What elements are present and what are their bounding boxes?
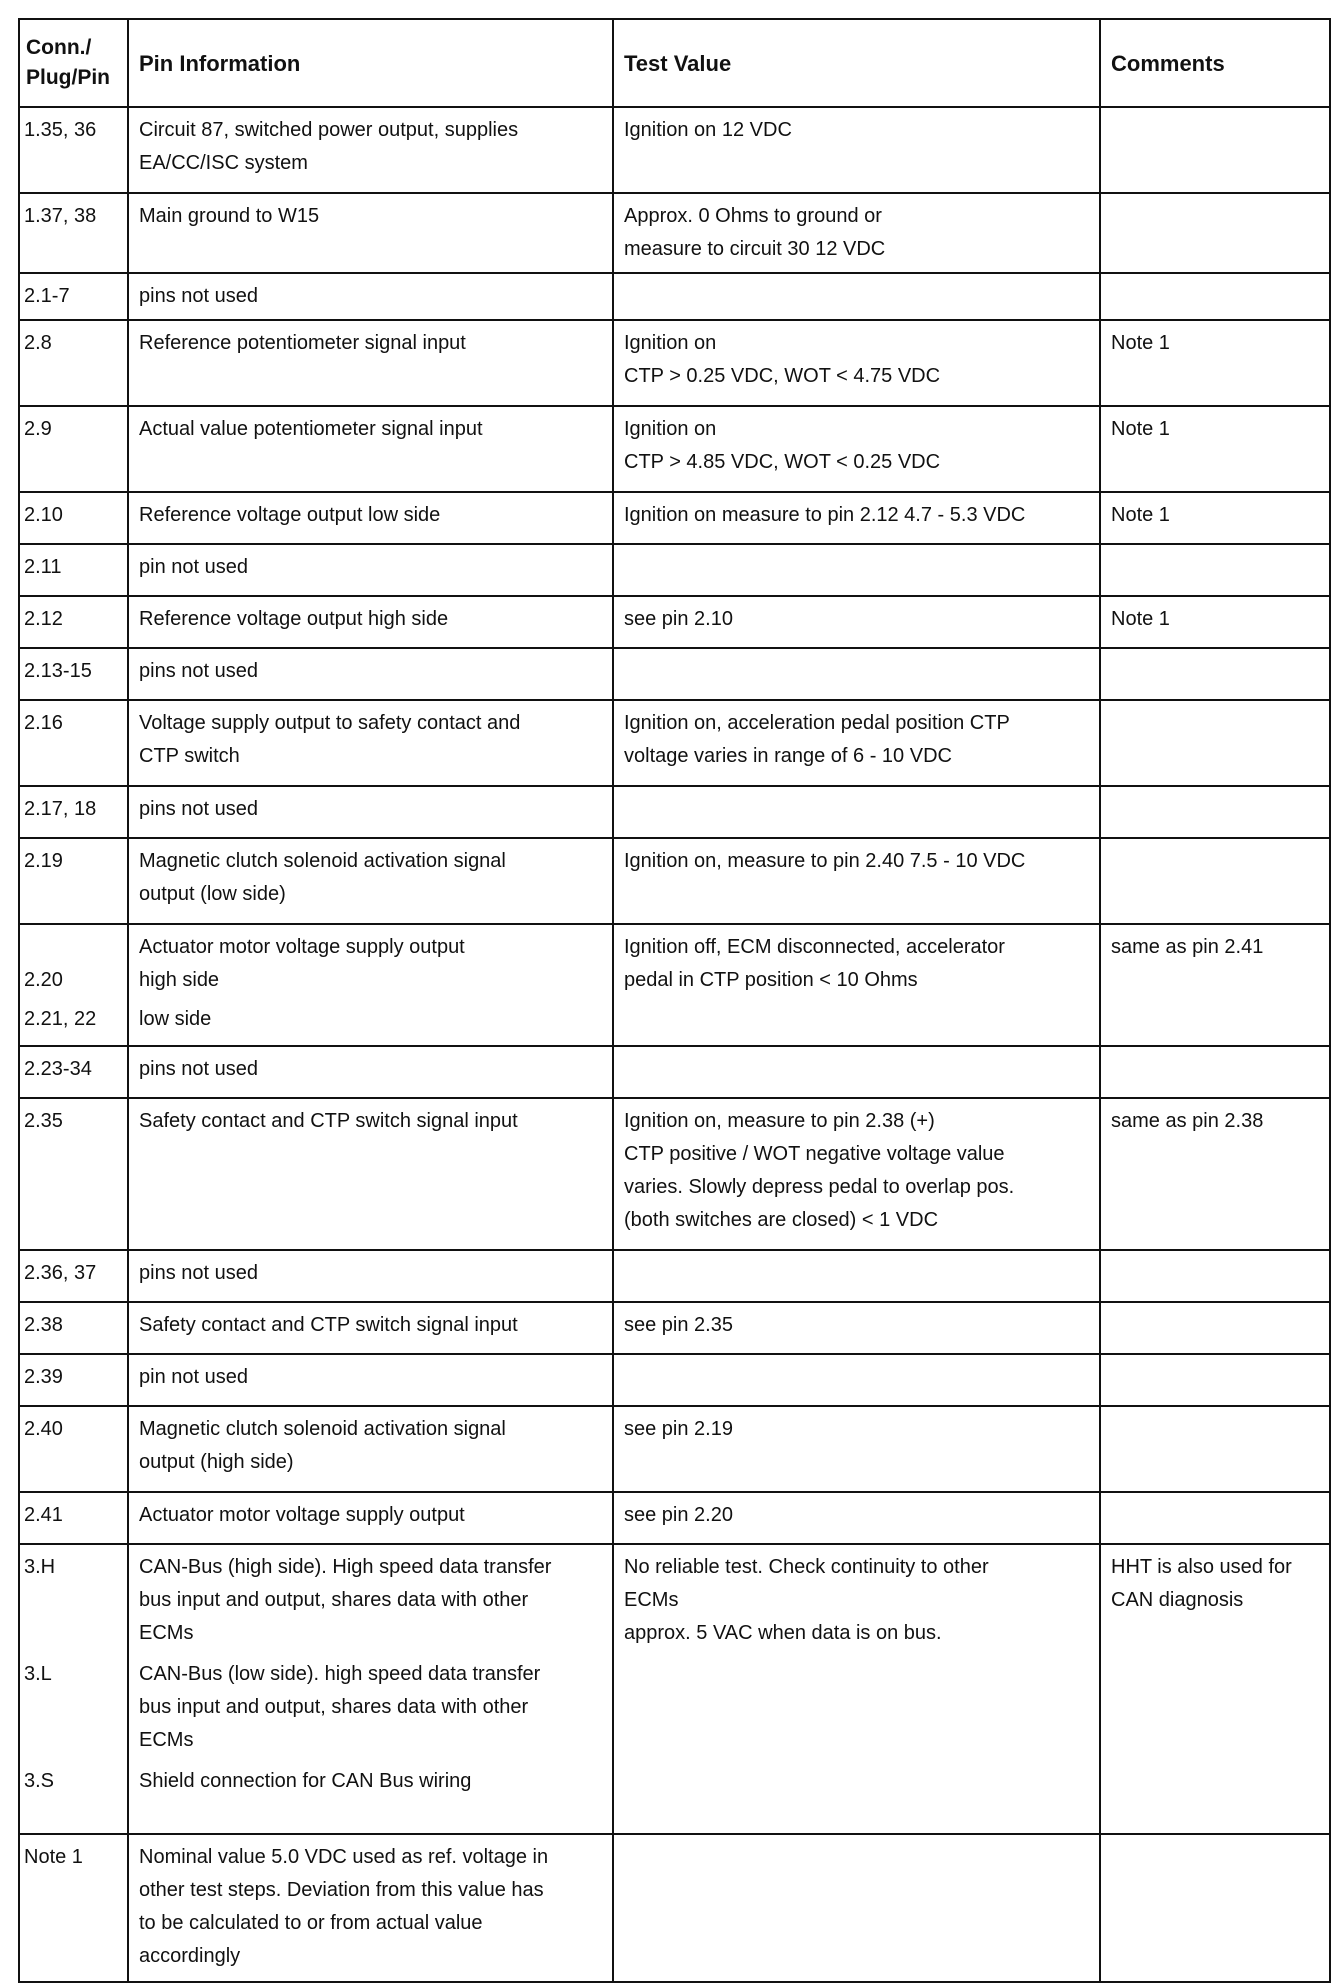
table-row <box>19 1302 1330 1354</box>
test-value-cell <box>613 107 1100 193</box>
pin-cell <box>19 924 128 1046</box>
spacer <box>24 931 119 964</box>
test-value-cell <box>613 1250 1100 1302</box>
pin-information-line: EA/CC/ISC system <box>139 152 308 174</box>
test-value-line: Ignition off, ECM disconnected, accelerator <box>624 936 1005 958</box>
table-row <box>19 1046 1330 1098</box>
header-pin-information: Pin Information <box>128 19 613 107</box>
pin-cell: 1.35, 36 <box>19 107 128 193</box>
test-value-line: Ignition on, acceleration pedal position CTP <box>624 712 1010 734</box>
pin-cell: 2.38 <box>19 1302 128 1354</box>
table-row <box>19 320 1330 406</box>
pin-information-cell <box>128 1250 613 1302</box>
pin-cell: 2.11 <box>19 544 128 596</box>
table-row-note <box>19 1834 1330 1982</box>
test-value-cell <box>613 1354 1100 1406</box>
pin-information-line: Safety contact and CTP switch signal input <box>139 1110 518 1132</box>
pin-information-cell <box>128 320 613 406</box>
comments-cell: Note 1 <box>1100 406 1330 492</box>
pin-information-line: pins not used <box>139 1058 258 1080</box>
table-row <box>19 1406 1330 1492</box>
pin-information-cell <box>128 406 613 492</box>
test-value-cell <box>613 320 1100 406</box>
pin-information-cell <box>128 924 613 1046</box>
test-value-line: (both switches are closed) < 1 VDC <box>624 1209 939 1231</box>
pin-information-cell <box>128 544 613 596</box>
comments-cell <box>1100 700 1330 786</box>
table-row <box>19 648 1330 700</box>
pin-cell: 2.12 <box>19 596 128 648</box>
pin-information-line: CTP switch <box>139 745 240 767</box>
test-value-cell <box>613 492 1100 544</box>
test-value-cell <box>613 1046 1100 1098</box>
pin-information-line: Actuator motor voltage supply output <box>139 1504 465 1526</box>
test-value-line: CTP > 0.25 VDC, WOT < 4.75 VDC <box>624 365 941 387</box>
pin-information-cell <box>128 1544 613 1834</box>
test-value-line: see pin 2.35 <box>624 1314 733 1336</box>
pin-information-cell <box>128 1406 613 1492</box>
comments-cell <box>1100 1492 1330 1544</box>
pin-information-line: Reference potentiometer signal input <box>139 332 466 354</box>
table-row <box>19 596 1330 648</box>
pin-information-line: output (high side) <box>139 1451 294 1473</box>
test-value-cell <box>613 193 1100 273</box>
pin-information-line: pins not used <box>139 285 258 307</box>
pin-cell: 2.36, 37 <box>19 1250 128 1302</box>
test-value-cell <box>613 924 1100 1046</box>
pin-information-line: pins not used <box>139 660 258 682</box>
pin-information-cell <box>128 700 613 786</box>
pin-cell: 2.35 <box>19 1098 128 1250</box>
spacer <box>24 1617 119 1650</box>
test-value-line: No reliable test. Check continuity to other <box>624 1556 989 1578</box>
test-value-cell <box>613 838 1100 924</box>
test-value-line: ECMs <box>624 1589 679 1611</box>
pin-cell: 2.39 <box>19 1354 128 1406</box>
can-high-info-line: bus input and output, shares data with other <box>139 1589 529 1611</box>
can-low-info <box>139 1658 604 1757</box>
pin-3-s: 3.S <box>24 1770 55 1792</box>
table-row <box>19 544 1330 596</box>
header-row <box>19 19 1330 107</box>
pin-cell: 2.10 <box>19 492 128 544</box>
test-value-cell <box>613 1406 1100 1492</box>
pin-information-cell <box>128 1492 613 1544</box>
table-row <box>19 107 1330 193</box>
pin-cell: 2.19 <box>19 838 128 924</box>
spacer <box>24 1584 119 1617</box>
comments-cell <box>1100 1250 1330 1302</box>
pin-cell: 2.8 <box>19 320 128 406</box>
comments-cell: same as pin 2.41 <box>1100 924 1330 1046</box>
can-shield-info-line: Shield connection for CAN Bus wiring <box>139 1770 472 1792</box>
pin-information-cell <box>128 648 613 700</box>
spacer <box>24 1691 119 1724</box>
pin-information-cell <box>128 838 613 924</box>
comments-cell <box>1100 648 1330 700</box>
actuator-low-side: low side <box>139 1008 212 1030</box>
pin-information-cell <box>128 1046 613 1098</box>
pin-information-line: Circuit 87, switched power output, supplies <box>139 119 519 141</box>
pin-information-cell <box>128 1302 613 1354</box>
comments-cell <box>1100 838 1330 924</box>
comments-cell: Note 1 <box>1100 492 1330 544</box>
comments-cell <box>1100 786 1330 838</box>
pin-information-line: pin not used <box>139 556 248 578</box>
actuator-title: Actuator motor voltage supply output <box>139 936 465 958</box>
header-pin <box>19 19 128 107</box>
pin-cell <box>19 1544 128 1834</box>
test-value-line: Ignition on <box>624 418 717 440</box>
can-high-info-line: ECMs <box>139 1622 194 1644</box>
comments-cell <box>1100 1046 1330 1098</box>
pin-information-cell <box>128 193 613 273</box>
test-value-line: varies. Slowly depress pedal to overlap pos. <box>624 1176 1015 1198</box>
can-high-info <box>139 1551 604 1650</box>
comments-cell: same as pin 2.38 <box>1100 1098 1330 1250</box>
test-value-cell <box>613 1544 1100 1834</box>
test-value-line: see pin 2.10 <box>624 608 733 630</box>
test-value-line: Approx. 0 Ohms to ground or <box>624 205 882 227</box>
pin-information-line: Actual value potentiometer signal input <box>139 418 483 440</box>
test-value-line: voltage varies in range of 6 - 10 VDC <box>624 745 952 767</box>
actuator-high-side: high side <box>139 969 220 991</box>
comments-cell <box>1100 1406 1330 1492</box>
can-shield-info <box>139 1765 604 1798</box>
pin-cell: 2.13-15 <box>19 648 128 700</box>
note-label-cell: Note 1 <box>19 1834 128 1982</box>
pin-information-cell <box>128 1354 613 1406</box>
pin-3-l: 3.L <box>24 1663 52 1685</box>
note-text-line: accordingly <box>139 1945 241 1967</box>
pin-cell: 2.1-7 <box>19 273 128 320</box>
table-row <box>19 1492 1330 1544</box>
table-row <box>19 1250 1330 1302</box>
test-value-line: measure to circuit 30 12 VDC <box>624 238 886 260</box>
pin-information-cell <box>128 107 613 193</box>
comments-cell: Note 1 <box>1100 596 1330 648</box>
test-value-line: Ignition on <box>624 332 717 354</box>
note-text-line: other test steps. Deviation from this value has <box>139 1879 544 1901</box>
comments-cell <box>1100 1354 1330 1406</box>
comments-cell <box>1100 107 1330 193</box>
pin-2-21-22: 2.21, 22 <box>24 1008 97 1030</box>
pin-cell: 2.9 <box>19 406 128 492</box>
table-row <box>19 193 1330 273</box>
table-row <box>19 838 1330 924</box>
test-value-line: Ignition on, measure to pin 2.38 (+) <box>624 1110 935 1132</box>
can-low-info-line: bus input and output, shares data with other <box>139 1696 529 1718</box>
test-value-cell <box>613 1098 1100 1250</box>
test-value-cell <box>613 273 1100 320</box>
comments-cell <box>1100 1544 1330 1834</box>
pin-information-line: Reference voltage output high side <box>139 608 449 630</box>
test-value-line: CTP > 4.85 VDC, WOT < 0.25 VDC <box>624 451 941 473</box>
comments-cell <box>1100 1834 1330 1982</box>
test-value-cell <box>613 648 1100 700</box>
can-low-info-line: ECMs <box>139 1729 194 1751</box>
header-pin-line1: Conn./ <box>26 36 92 59</box>
test-value-line: see pin 2.20 <box>624 1504 733 1526</box>
pin-3-h: 3.H <box>24 1556 56 1578</box>
test-value-line: see pin 2.19 <box>624 1418 733 1440</box>
pin-information-line: Voltage supply output to safety contact and <box>139 712 521 734</box>
pin-cell: 2.17, 18 <box>19 786 128 838</box>
test-value-line: Ignition on measure to pin 2.12 4.7 - 5.3 VDC <box>624 504 1026 526</box>
pin-cell: 2.41 <box>19 1492 128 1544</box>
table-row <box>19 1098 1330 1250</box>
note-text-line: Nominal value 5.0 VDC used as ref. voltage in <box>139 1846 549 1868</box>
test-value-cell <box>613 596 1100 648</box>
table-row <box>19 492 1330 544</box>
table-row <box>19 786 1330 838</box>
comment-line: HHT is also used for <box>1111 1556 1292 1578</box>
comments-cell <box>1100 193 1330 273</box>
note-text-cell <box>128 1834 613 1982</box>
pin-information-cell <box>128 1098 613 1250</box>
header-test-value: Test Value <box>613 19 1100 107</box>
test-value-cell <box>613 544 1100 596</box>
header-pin-line2: Plug/Pin <box>26 66 110 89</box>
table-row <box>19 273 1330 320</box>
pin-information-line: Reference voltage output low side <box>139 504 441 526</box>
comments-cell <box>1100 544 1330 596</box>
comments-cell: Note 1 <box>1100 320 1330 406</box>
test-value-cell <box>613 406 1100 492</box>
pin-cell: 2.40 <box>19 1406 128 1492</box>
table-row <box>19 700 1330 786</box>
pin-cell: 2.16 <box>19 700 128 786</box>
can-high-info-line: CAN-Bus (high side). High speed data transfer <box>139 1556 552 1578</box>
pin-information-line: pin not used <box>139 1366 248 1388</box>
comment-line: CAN diagnosis <box>1111 1589 1244 1611</box>
pin-information-cell <box>128 273 613 320</box>
pin-information-cell <box>128 492 613 544</box>
pin-information-line: Main ground to W15 <box>139 205 320 227</box>
table-row-actuator <box>19 924 1330 1046</box>
header-comments: Comments <box>1100 19 1330 107</box>
test-value-cell <box>613 1492 1100 1544</box>
test-value-line: CTP positive / WOT negative voltage value <box>624 1143 1005 1165</box>
test-value-line: Ignition on 12 VDC <box>624 119 792 141</box>
pin-information-line: pins not used <box>139 798 258 820</box>
table-row <box>19 406 1330 492</box>
pin-information-line: Safety contact and CTP switch signal input <box>139 1314 518 1336</box>
can-low-info-line: CAN-Bus (low side). high speed data transfer <box>139 1663 541 1685</box>
comments-cell <box>1100 1302 1330 1354</box>
pin-information-cell <box>128 596 613 648</box>
pin-cell: 2.23-34 <box>19 1046 128 1098</box>
test-value-cell <box>613 1302 1100 1354</box>
pin-information-line: output (low side) <box>139 883 286 905</box>
test-value-cell <box>613 1834 1100 1982</box>
pin-information-cell <box>128 786 613 838</box>
table-row-can <box>19 1544 1330 1834</box>
test-value-line: Ignition on, measure to pin 2.40 7.5 - 10 VDC <box>624 850 1026 872</box>
pin-2-20: 2.20 <box>24 969 63 991</box>
spacer <box>24 1724 119 1757</box>
pin-cell: 1.37, 38 <box>19 193 128 273</box>
pin-information-line: Magnetic clutch solenoid activation signal <box>139 850 506 872</box>
table-row <box>19 1354 1330 1406</box>
test-value-line: pedal in CTP position < 10 Ohms <box>624 969 918 991</box>
pin-information-line: pins not used <box>139 1262 258 1284</box>
pin-test-table <box>18 18 1331 1983</box>
table-body <box>19 107 1330 1982</box>
note-text-line: to be calculated to or from actual value <box>139 1912 483 1934</box>
test-value-cell <box>613 700 1100 786</box>
comments-cell <box>1100 273 1330 320</box>
pin-information-line: Magnetic clutch solenoid activation signal <box>139 1418 506 1440</box>
test-value-cell <box>613 786 1100 838</box>
test-value-line: approx. 5 VAC when data is on bus. <box>624 1622 942 1644</box>
